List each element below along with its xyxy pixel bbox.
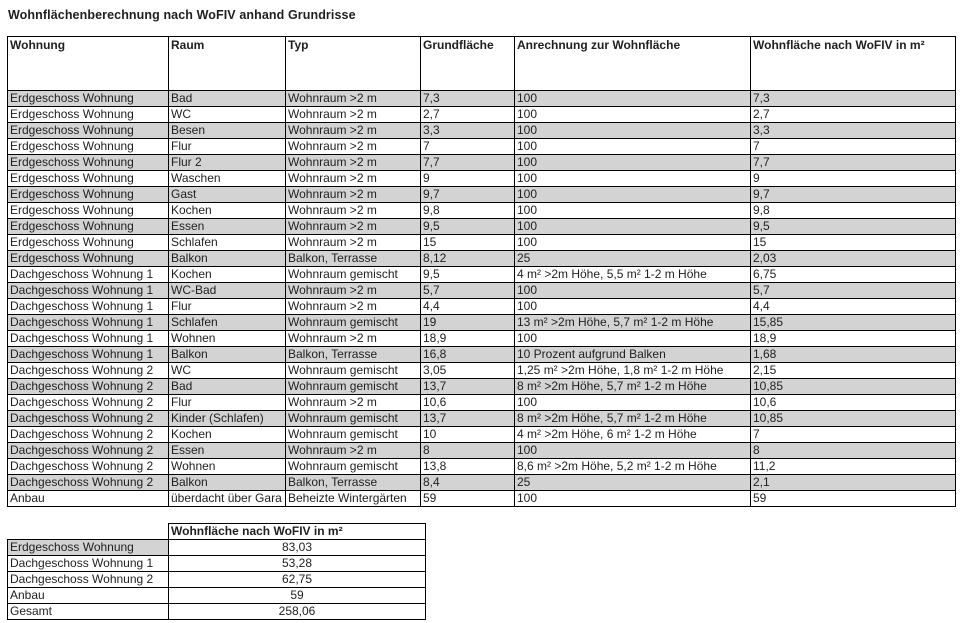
cell: 10,85 [751,411,956,427]
cell: 10 [421,427,515,443]
cell: 7,3 [421,91,515,107]
cell: 19 [421,315,515,331]
cell: Wohnraum gemischt [286,363,421,379]
cell: Wohnraum >2 m [286,219,421,235]
cell: Dachgeschoss Wohnung 2 [8,379,169,395]
cell: Wohnraum >2 m [286,91,421,107]
cell: Kochen [169,427,286,443]
cell: Balkon [169,347,286,363]
cell: Essen [169,443,286,459]
cell: 18,9 [421,331,515,347]
cell: Dachgeschoss Wohnung 2 [8,427,169,443]
table-row [8,443,956,459]
table-row [8,123,956,139]
cell: 7,7 [421,155,515,171]
cell: 100 [515,299,751,315]
col-header-wohnung: Wohnung [8,37,169,91]
cell: Erdgeschoss Wohnung [8,91,169,107]
cell: 8 [751,443,956,459]
cell: 3,3 [751,123,956,139]
summary-row [8,540,426,556]
cell: 9,5 [421,267,515,283]
cell: 9,5 [421,219,515,235]
cell: 9,8 [421,203,515,219]
cell: Erdgeschoss Wohnung [8,123,169,139]
cell: 100 [515,395,751,411]
summary-header-row [8,524,426,540]
cell: Erdgeschoss Wohnung [8,235,169,251]
cell: 5,7 [751,283,956,299]
cell: Dachgeschoss Wohnung 1 [8,331,169,347]
table-row [8,219,956,235]
cell: 1,25 m² >2m Höhe, 1,8 m² 1-2 m Höhe [515,363,751,379]
cell: Gast [169,187,286,203]
cell: 5,7 [421,283,515,299]
cell: 25 [515,251,751,267]
summary-value-cell: 59 [169,588,426,604]
cell: 100 [515,123,751,139]
table-row [8,251,956,267]
cell: WC-Bad [169,283,286,299]
cell: 100 [515,491,751,507]
cell: Kinder (Schlafen) [169,411,286,427]
table-row [8,155,956,171]
cell: Dachgeschoss Wohnung 2 [8,363,169,379]
cell: Balkon [169,475,286,491]
cell: Balkon, Terrasse [286,347,421,363]
cell: Besen [169,123,286,139]
cell: Wohnen [169,459,286,475]
cell: 2,7 [751,107,956,123]
table-row [8,411,956,427]
cell: 7 [421,139,515,155]
table-row [8,427,956,443]
table-row [8,395,956,411]
cell: 100 [515,139,751,155]
cell: 7,3 [751,91,956,107]
cell: 13,7 [421,379,515,395]
cell: 3,3 [421,123,515,139]
cell: überdacht über Gara [169,491,286,507]
cell: Dachgeschoss Wohnung 2 [8,443,169,459]
cell: Flur [169,395,286,411]
cell: Wohnraum >2 m [286,443,421,459]
table-row [8,299,956,315]
cell: 15,85 [751,315,956,331]
table-row [8,235,956,251]
cell: 15 [421,235,515,251]
table-row [8,459,956,475]
cell: 100 [515,107,751,123]
table-row [8,475,956,491]
table-row [8,91,956,107]
cell: Waschen [169,171,286,187]
cell: 15 [751,235,956,251]
summary-table-body [8,540,426,620]
cell: Wohnraum gemischt [286,427,421,443]
table-row [8,363,956,379]
cell: 4,4 [421,299,515,315]
cell: Wohnraum >2 m [286,187,421,203]
summary-label-cell: Dachgeschoss Wohnung 2 [8,572,169,588]
cell: Wohnraum >2 m [286,107,421,123]
cell: 8,6 m² >2m Höhe, 5,2 m² 1-2 m Höhe [515,459,751,475]
summary-label-cell: Anbau [8,588,169,604]
cell: 2,7 [421,107,515,123]
cell: 2,03 [751,251,956,267]
cell: 10,6 [751,395,956,411]
cell: Bad [169,379,286,395]
summary-value-cell: 62,75 [169,572,426,588]
cell: Wohnraum >2 m [286,203,421,219]
cell: Wohnraum >2 m [286,283,421,299]
cell: 13 m² >2m Höhe, 5,7 m² 1-2 m Höhe [515,315,751,331]
cell: Wohnraum >2 m [286,155,421,171]
cell: Flur [169,139,286,155]
cell: 9 [421,171,515,187]
cell: 9,7 [421,187,515,203]
cell: 8 m² >2m Höhe, 5,7 m² 1-2 m Höhe [515,379,751,395]
summary-row [8,556,426,572]
cell: Dachgeschoss Wohnung 2 [8,459,169,475]
cell: 2,15 [751,363,956,379]
table-row [8,315,956,331]
cell: Wohnraum >2 m [286,171,421,187]
cell: 10,85 [751,379,956,395]
cell: Balkon [169,251,286,267]
cell: Erdgeschoss Wohnung [8,171,169,187]
cell: 1,68 [751,347,956,363]
cell: 9,8 [751,203,956,219]
cell: Wohnraum gemischt [286,459,421,475]
cell: 10,6 [421,395,515,411]
cell: 9,5 [751,219,956,235]
cell: Wohnraum >2 m [286,395,421,411]
summary-value-cell: 83,03 [169,540,426,556]
table-row [8,331,956,347]
cell: 59 [421,491,515,507]
cell: Dachgeschoss Wohnung 1 [8,347,169,363]
summary-header-spacer [8,524,169,540]
cell: 100 [515,91,751,107]
table-row [8,171,956,187]
cell: 100 [515,187,751,203]
cell: Dachgeschoss Wohnung 1 [8,267,169,283]
cell: Wohnen [169,331,286,347]
cell: WC [169,107,286,123]
cell: 13,7 [421,411,515,427]
summary-value-cell: 53,28 [169,556,426,572]
cell: Wohnraum >2 m [286,299,421,315]
cell: Dachgeschoss Wohnung 2 [8,395,169,411]
cell: Dachgeschoss Wohnung 2 [8,475,169,491]
cell: Wohnraum gemischt [286,379,421,395]
cell: Balkon, Terrasse [286,251,421,267]
cell: 8,12 [421,251,515,267]
table-row [8,347,956,363]
cell: Erdgeschoss Wohnung [8,139,169,155]
cell: Wohnraum gemischt [286,315,421,331]
cell: Wohnraum >2 m [286,139,421,155]
table-row [8,107,956,123]
cell: Kochen [169,267,286,283]
col-header-typ: Typ [286,37,421,91]
col-header-grundflaeche: Grundfläche [421,37,515,91]
cell: Wohnraum >2 m [286,331,421,347]
cell: Flur [169,299,286,315]
cell: 4,4 [751,299,956,315]
cell: Wohnraum gemischt [286,411,421,427]
table-row [8,267,956,283]
cell: Wohnraum >2 m [286,235,421,251]
summary-label-cell: Erdgeschoss Wohnung [8,540,169,556]
summary-value-cell: 258,06 [169,604,426,620]
cell: 4 m² >2m Höhe, 6 m² 1-2 m Höhe [515,427,751,443]
cell: 13,8 [421,459,515,475]
cell: 7 [751,139,956,155]
cell: Beheizte Wintergärten [286,491,421,507]
col-header-raum: Raum [169,37,286,91]
summary-table [7,523,426,620]
cell: 100 [515,155,751,171]
cell: 25 [515,475,751,491]
cell: Essen [169,219,286,235]
cell: Erdgeschoss Wohnung [8,107,169,123]
cell: 4 m² >2m Höhe, 5,5 m² 1-2 m Höhe [515,267,751,283]
cell: 7 [751,427,956,443]
cell: Dachgeschoss Wohnung 1 [8,299,169,315]
col-header-wofiv: Wohnfläche nach WoFIV in m² [751,37,956,91]
table-row [8,139,956,155]
cell: 100 [515,443,751,459]
cell: 18,9 [751,331,956,347]
cell: 100 [515,331,751,347]
cell: Bad [169,91,286,107]
cell: Erdgeschoss Wohnung [8,155,169,171]
cell: 8 [421,443,515,459]
main-table [7,36,956,507]
summary-row [8,604,426,620]
table-row [8,283,956,299]
cell: Kochen [169,203,286,219]
table-row [8,203,956,219]
cell: Erdgeschoss Wohnung [8,203,169,219]
cell: 6,75 [751,267,956,283]
cell: 100 [515,235,751,251]
cell: 59 [751,491,956,507]
cell: Dachgeschoss Wohnung 1 [8,283,169,299]
cell: 7,7 [751,155,956,171]
page-title: Wohnflächenberechnung nach WoFIV anhand Grundrisse [8,8,356,22]
cell: Dachgeschoss Wohnung 1 [8,315,169,331]
cell: WC [169,363,286,379]
cell: 100 [515,283,751,299]
cell: 100 [515,219,751,235]
table-row [8,379,956,395]
cell: 8 m² >2m Höhe, 5,7 m² 1-2 m Höhe [515,411,751,427]
cell: Anbau [8,491,169,507]
cell: 3,05 [421,363,515,379]
cell: Balkon, Terrasse [286,475,421,491]
cell: Wohnraum gemischt [286,267,421,283]
cell: Erdgeschoss Wohnung [8,187,169,203]
cell: 2,1 [751,475,956,491]
summary-label-cell: Dachgeschoss Wohnung 1 [8,556,169,572]
cell: Erdgeschoss Wohnung [8,251,169,267]
cell: Flur 2 [169,155,286,171]
cell: 100 [515,171,751,187]
summary-label-cell: Gesamt [8,604,169,620]
summary-header-wofiv: Wohnfläche nach WoFIV in m² [169,524,426,540]
cell: Schlafen [169,315,286,331]
cell: 9 [751,171,956,187]
summary-row [8,572,426,588]
cell: Wohnraum >2 m [286,123,421,139]
main-table-body [8,91,956,507]
col-header-anrechnung: Anrechnung zur Wohnfläche [515,37,751,91]
cell: Erdgeschoss Wohnung [8,219,169,235]
cell: 11,2 [751,459,956,475]
cell: 10 Prozent aufgrund Balken [515,347,751,363]
cell: 8,4 [421,475,515,491]
table-row [8,491,956,507]
main-table-header-row [8,37,956,91]
cell: Schlafen [169,235,286,251]
cell: 100 [515,203,751,219]
table-row [8,187,956,203]
cell: 16,8 [421,347,515,363]
cell: 9,7 [751,187,956,203]
summary-row [8,588,426,604]
cell: Dachgeschoss Wohnung 2 [8,411,169,427]
